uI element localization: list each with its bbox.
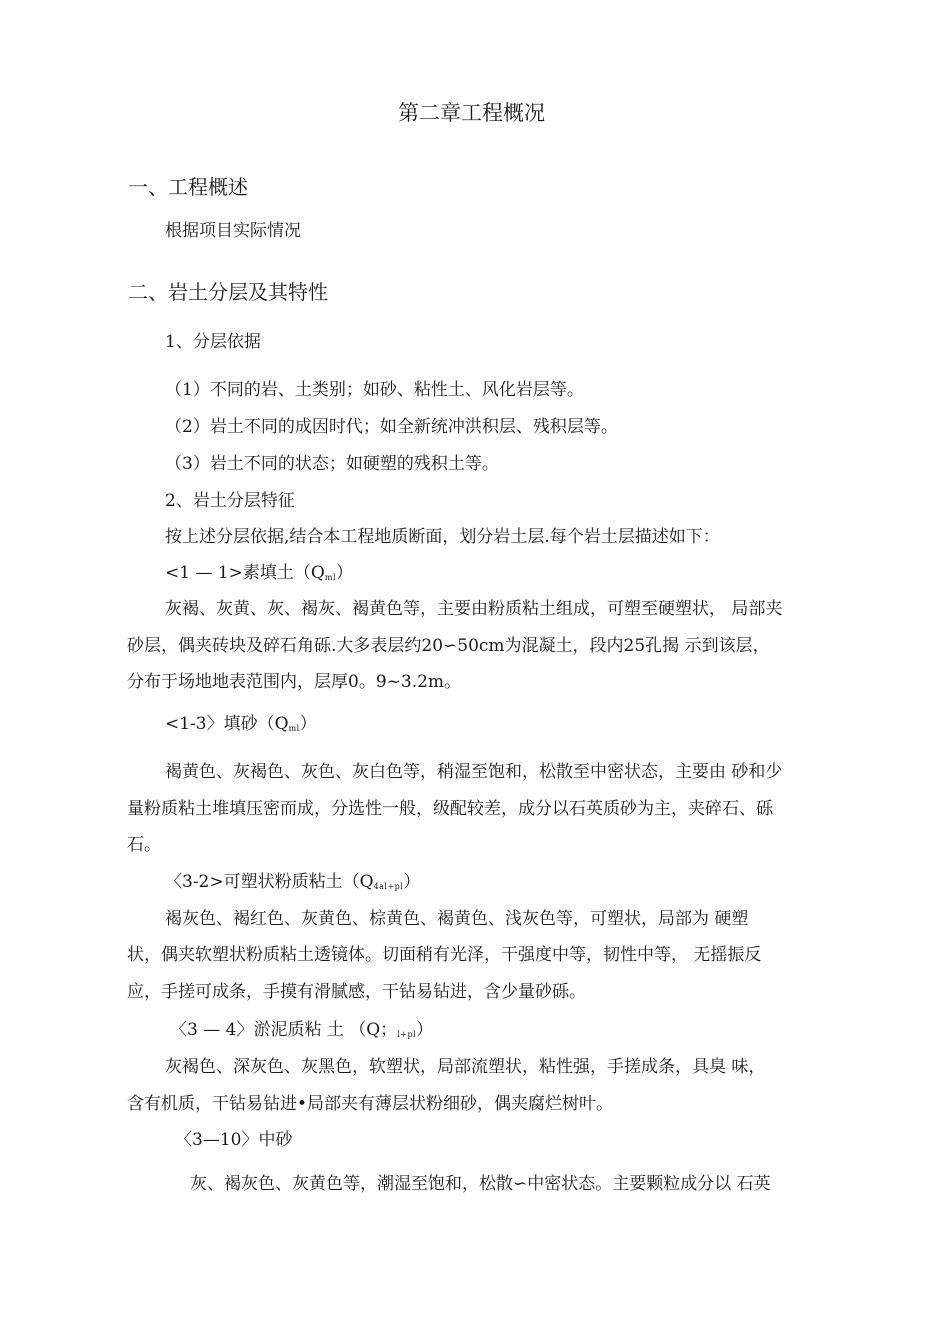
section-heading-strata: 二、岩土分层及其特性: [128, 280, 328, 304]
layer-description-line: 灰、褐灰色、灰黄色等，潮湿至饱和，松散∽中密状态。主要颗粒成分以 石英: [190, 1174, 771, 1194]
layer-heading-subscript: ml: [288, 724, 300, 733]
page-title: 第二章工程概况: [398, 101, 545, 125]
layer-heading-text: <1 — 1>素填土（Q: [165, 563, 325, 583]
layer-description-line: 分布于场地地表范围内，层厚0。9~3.2m。: [127, 672, 462, 692]
layer-description-line: 灰褐、灰黄、灰、褐灰、褐黄色等，主要由粉质粘土组成，可塑至硬塑状， 局部夹: [165, 599, 783, 619]
layer-description-line: 应，手搓可成条，手摸有滑腻感，干钻易钻进，含少量砂砾。: [127, 982, 586, 1002]
section-heading-overview: 一、工程概述: [128, 175, 248, 199]
layer-description-line: 灰褐色、深灰色、灰黑色，软塑状，局部流塑状，粘性强，手搓成条，具臭 味，: [165, 1057, 766, 1077]
layer-heading: 〈3—10〉中砂: [175, 1130, 293, 1150]
layer-heading: [165, 870, 420, 899]
layer-heading-text: 〈3 — 4〉淤泥质粘 土 （Q；: [170, 1020, 398, 1040]
layer-heading-close: ）: [299, 714, 317, 734]
layer-description-line: 量粉质粘土堆填压密而成，分选性一般，级配较差，成分以石英质砂为主，夹碎石、砾: [127, 799, 773, 819]
layer-heading-text: <1-3〉填砂（Q: [165, 714, 289, 734]
layer-heading: [170, 1018, 433, 1047]
layer-description-line: 含有机质，干钻易钻进•局部夹有薄层状粉细砂，偶夹腐烂树叶。: [127, 1094, 614, 1114]
layer-heading-subscript: l+pl: [397, 1030, 417, 1039]
layer-description-line: 石。: [127, 835, 161, 855]
layer-heading-subscript: ml: [324, 573, 337, 582]
layer-description-line: 砂层，偶夹砖块及碎石角砾.大多表层约20∽50cm为混凝土，段内25孔揭 示到该层，: [127, 636, 770, 656]
layer-heading-subscript: 4al+pl: [373, 882, 404, 891]
basis-item-2: （2）岩土不同的成因时代；如全新统冲洪积层、残积层等。: [165, 417, 618, 437]
subheading-basis: 1、分层依据: [165, 332, 261, 352]
basis-item-3: （3）岩土不同的状态；如硬塑的残积土等。: [165, 454, 499, 474]
subheading-features: 2、岩土分层特征: [165, 491, 295, 511]
layer-heading-close: ）: [336, 563, 354, 583]
layer-heading: [165, 712, 317, 741]
layer-description-line: 状，偶夹软塑状粉质粘土透镜体。切面稍有光泽，干强度中等，韧性中等， 无摇振反: [127, 945, 762, 965]
overview-text: 根据项目实际情况: [165, 221, 301, 241]
basis-item-1: （1）不同的岩、土类别；如砂、粘性土、风化岩层等。: [165, 380, 584, 400]
layer-heading-close: ）: [416, 1020, 434, 1040]
layer-description-line: 褐灰色、褐红色、灰黄色、棕黄色、褐黄色、浅灰色等，可塑状，局部为 硬塑: [165, 909, 749, 929]
layer-description-line: 褐黄色、灰褐色、灰色、灰白色等，稍湿至饱和，松散至中密状态，主要由 砂和少: [165, 762, 783, 782]
layer-heading: [165, 561, 353, 590]
features-intro: 按上述分层依据,结合本工程地质断面，划分岩土层.每个岩土层描述如下：: [165, 527, 720, 547]
layer-heading-text: 〈3-2>可塑状粉质粘土（Q: [165, 872, 374, 892]
layer-heading-close: ）: [403, 872, 421, 892]
